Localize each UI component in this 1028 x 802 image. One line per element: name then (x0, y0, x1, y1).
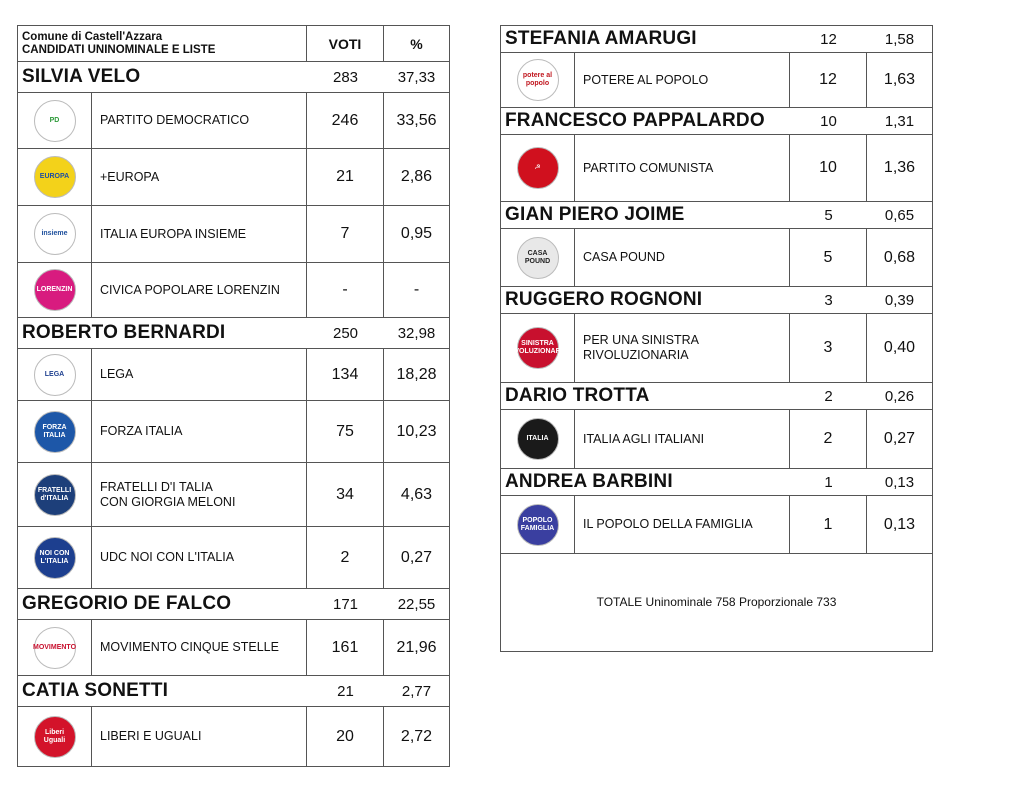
totals-label: TOTALE (596, 595, 643, 609)
party-votes: 34 (307, 463, 384, 526)
party-percentage: - (384, 263, 450, 317)
party-name (92, 707, 307, 766)
candidate-percentage: 0,13 (867, 469, 933, 495)
party-name (92, 401, 307, 462)
party-name (92, 349, 307, 400)
candidate-row (501, 469, 933, 496)
party-name (92, 263, 307, 317)
party-name (575, 53, 790, 107)
party-logo-cell (501, 229, 575, 286)
party-logo-icon: SINISTRA RIVOLUZIONARIA (517, 327, 559, 369)
party-votes: - (307, 263, 384, 317)
party-logo-icon: FORZA ITALIA (34, 411, 76, 453)
totals-proporzionale-value: 733 (816, 595, 837, 609)
party-name-text: PARTITO COMUNISTA (583, 160, 714, 175)
candidate-name: ANDREA BARBINI (505, 471, 673, 492)
candidate-votes: 5 (824, 206, 833, 224)
party-name-text: +EUROPA (100, 169, 160, 184)
party-percentage: 0,40 (867, 314, 933, 382)
party-list-row (501, 135, 933, 202)
candidate-votes: 21 (337, 682, 354, 700)
party-list-row (501, 53, 933, 108)
table-subtitle: CANDIDATI UNINOMINALE E LISTE (22, 43, 216, 56)
party-logo-icon: PD (34, 100, 76, 142)
candidate-row (18, 676, 450, 707)
party-list-row (18, 93, 450, 149)
candidate-percentage: 2,77 (384, 676, 450, 706)
party-name-text: FRATELLI D'I TALIA CON GIORGIA MELONI (100, 479, 236, 509)
party-logo-icon: POPOLO FAMIGLIA (517, 504, 559, 546)
col-header-voti: VOTI (307, 26, 384, 61)
party-logo-icon: ITALIA (517, 418, 559, 460)
party-logo-icon: CASA POUND (517, 237, 559, 279)
party-percentage: 4,63 (384, 463, 450, 526)
party-logo-icon: EUROPA (34, 156, 76, 198)
party-logo-icon: NOI CON L'ITALIA (34, 537, 76, 579)
party-name-text: PER UNA SINISTRA RIVOLUZIONARIA (583, 333, 699, 362)
party-name-text: UDC NOI CON L'ITALIA (100, 550, 235, 564)
candidate-votes: 2 (824, 387, 833, 405)
party-list-row (18, 463, 450, 527)
party-logo-icon: insieme (34, 213, 76, 255)
candidate-name: DARIO TROTTA (505, 385, 650, 406)
candidate-votes: 12 (820, 30, 837, 48)
candidate-row (18, 318, 450, 349)
party-list-row (18, 149, 450, 206)
totals-uninominale-value: 758 (715, 595, 736, 609)
candidate-name: ROBERTO BERNARDI (22, 322, 226, 343)
party-list-row (18, 349, 450, 401)
party-logo-icon: potere al popolo (517, 59, 559, 101)
party-logo-icon: LORENZIN (34, 269, 76, 311)
party-votes: 3 (790, 314, 867, 382)
party-name-text: ITALIA AGLI ITALIANI (583, 431, 705, 446)
party-name-text: LEGA (100, 367, 134, 381)
candidate-percentage: 0,39 (867, 287, 933, 313)
candidate-row (18, 62, 450, 93)
party-percentage: 0,68 (867, 229, 933, 286)
party-votes: 75 (307, 401, 384, 462)
table-title (18, 26, 307, 61)
candidate-percentage: 22,55 (384, 589, 450, 619)
party-list-row (501, 314, 933, 383)
candidate-percentage: 0,65 (867, 202, 933, 228)
candidate-votes: 10 (820, 112, 837, 130)
candidate-row (18, 589, 450, 620)
party-votes: 7 (307, 206, 384, 262)
party-votes: 134 (307, 349, 384, 400)
party-name-text: ITALIA EUROPA INSIEME (100, 226, 247, 241)
party-percentage: 0,27 (384, 527, 450, 588)
party-list-row (501, 410, 933, 469)
party-logo-cell (18, 707, 92, 766)
party-name (575, 314, 790, 382)
candidate-name: GIAN PIERO JOIME (505, 204, 685, 225)
candidate-percentage: 0,26 (867, 383, 933, 409)
party-name (92, 463, 307, 526)
party-logo-icon: ☭ (517, 147, 559, 189)
candidate-row (501, 108, 933, 135)
party-percentage: 0,27 (867, 410, 933, 468)
municipality-name: Comune di Castell'Azzara (22, 30, 163, 43)
candidate-percentage: 1,58 (867, 26, 933, 52)
candidate-row (501, 287, 933, 314)
party-logo-cell (501, 53, 575, 107)
party-list-row (18, 707, 450, 767)
candidate-name: CATIA SONETTI (22, 680, 169, 701)
party-name (575, 135, 790, 201)
totals-block (501, 595, 932, 610)
party-logo-cell (18, 263, 92, 317)
party-logo-cell (501, 314, 575, 382)
party-logo-icon: Liberi Uguali (34, 716, 76, 758)
party-percentage: 1,36 (867, 135, 933, 201)
party-votes: 246 (307, 93, 384, 148)
party-votes: 161 (307, 620, 384, 675)
candidate-votes: 1 (824, 473, 833, 491)
candidate-name: SILVIA VELO (22, 66, 141, 87)
candidate-row (501, 202, 933, 229)
candidate-votes: 283 (332, 68, 359, 86)
party-percentage: 2,72 (384, 707, 450, 766)
party-logo-cell (18, 206, 92, 262)
totals-proporzionale-label: Proporzionale (738, 595, 813, 609)
party-percentage: 0,13 (867, 496, 933, 553)
party-votes: 21 (307, 149, 384, 205)
candidate-name: RUGGERO ROGNONI (505, 289, 703, 310)
candidate-percentage: 32,98 (384, 318, 450, 348)
party-list-row (18, 401, 450, 463)
party-name (92, 93, 307, 148)
party-list-row (18, 263, 450, 318)
party-list-row (18, 206, 450, 263)
party-logo-cell (18, 401, 92, 462)
candidate-name: FRANCESCO PAPPALARDO (505, 110, 765, 131)
party-name-text: MOVIMENTO CINQUE STELLE (100, 640, 279, 654)
party-logo-cell (18, 620, 92, 675)
party-name (575, 496, 790, 553)
candidate-votes: 171 (332, 595, 359, 613)
party-logo-cell (18, 527, 92, 588)
party-logo-cell (18, 463, 92, 526)
candidate-votes: 250 (332, 324, 359, 342)
party-name-text: PARTITO DEMOCRATICO (100, 113, 250, 127)
candidate-name: GREGORIO DE FALCO (22, 593, 232, 614)
party-name (92, 149, 307, 205)
left-results-table (17, 25, 450, 767)
totals-row (501, 554, 933, 652)
party-name-text: POTERE AL POPOLO (583, 72, 709, 87)
right-results-table (500, 25, 933, 652)
party-logo-icon: FRATELLI d'ITALIA (34, 474, 76, 516)
candidate-votes: 3 (824, 291, 833, 309)
party-percentage: 2,86 (384, 149, 450, 205)
party-list-row (18, 527, 450, 589)
party-name (92, 527, 307, 588)
party-votes: 2 (790, 410, 867, 468)
party-logo-icon: MOVIMENTO (34, 627, 76, 669)
party-votes: 20 (307, 707, 384, 766)
party-name-text: FORZA ITALIA (100, 424, 183, 438)
candidate-name: STEFANIA AMARUGI (505, 28, 697, 49)
party-percentage: 0,95 (384, 206, 450, 262)
totals-uninominale-label: Uninominale (645, 595, 713, 609)
party-percentage: 21,96 (384, 620, 450, 675)
party-percentage: 18,28 (384, 349, 450, 400)
party-votes: 10 (790, 135, 867, 201)
party-percentage: 1,63 (867, 53, 933, 107)
candidate-percentage: 37,33 (384, 62, 450, 92)
party-votes: 2 (307, 527, 384, 588)
party-logo-cell (501, 410, 575, 468)
party-name-text: CASA POUND (583, 250, 665, 264)
table-header-row (18, 26, 450, 62)
party-name (575, 410, 790, 468)
party-votes: 12 (790, 53, 867, 107)
candidate-row (501, 383, 933, 410)
party-logo-cell (18, 349, 92, 400)
col-header-pct: % (384, 26, 450, 61)
party-logo-cell (18, 149, 92, 205)
party-percentage: 33,56 (384, 93, 450, 148)
party-name (92, 206, 307, 262)
party-list-row (501, 496, 933, 554)
party-logo-cell (18, 93, 92, 148)
party-percentage: 10,23 (384, 401, 450, 462)
party-votes: 1 (790, 496, 867, 553)
party-name-text: LIBERI E UGUALI (100, 729, 202, 743)
party-logo-icon: LEGA (34, 354, 76, 396)
party-name-text: CIVICA POPOLARE LORENZIN (100, 282, 280, 297)
party-votes: 5 (790, 229, 867, 286)
party-list-row (501, 229, 933, 287)
candidate-row (501, 26, 933, 53)
party-list-row (18, 620, 450, 676)
party-logo-cell (501, 496, 575, 553)
party-name-text: IL POPOLO DELLA FAMIGLIA (583, 517, 753, 531)
party-name (92, 620, 307, 675)
party-name (575, 229, 790, 286)
party-logo-cell (501, 135, 575, 201)
candidate-percentage: 1,31 (867, 108, 933, 134)
